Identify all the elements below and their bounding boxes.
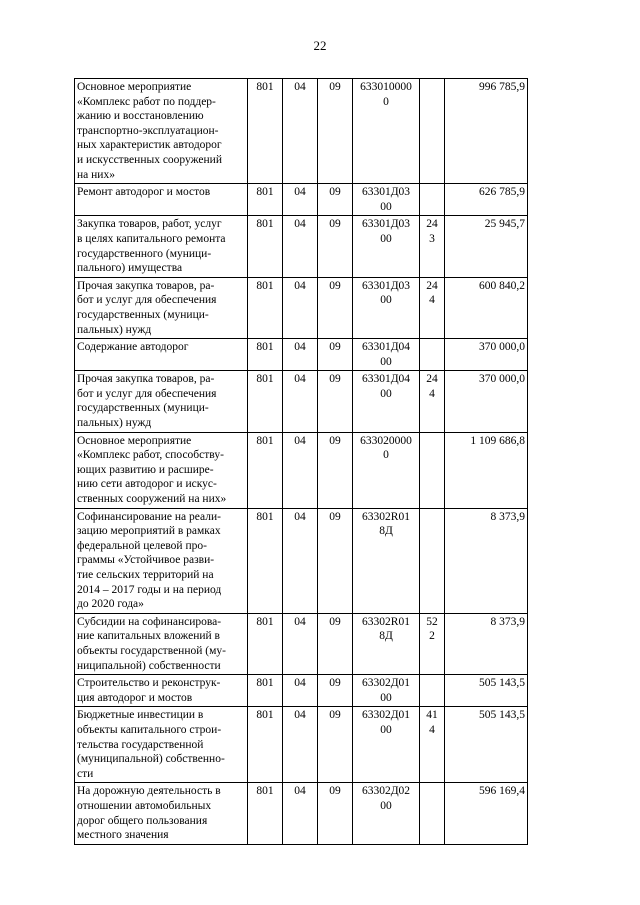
subsection-code-cell: 09	[318, 277, 353, 338]
section-code-cell: 04	[283, 277, 318, 338]
budget-table-body	[75, 79, 528, 845]
section-code-cell: 04	[283, 675, 318, 707]
subsection-code-cell: 09	[318, 508, 353, 613]
target-article-cell: 63301Д03 00	[353, 277, 420, 338]
expense-type-cell	[420, 675, 445, 707]
target-article-cell: 63301Д04 00	[353, 371, 420, 432]
amount-cell: 505 143,5	[445, 675, 528, 707]
grbs-code-cell: 801	[248, 613, 283, 674]
expense-name-cell: Основное мероприятие «Комплекс работ, способству- ющих развитию и расшире- нию сети автодорог и искус- ственных сооружений на них»	[75, 432, 248, 508]
expense-type-cell: 52 2	[420, 613, 445, 674]
target-article-cell: 633020000 0	[353, 432, 420, 508]
table-row	[75, 371, 528, 432]
section-code-cell: 04	[283, 371, 318, 432]
expense-type-cell	[420, 339, 445, 371]
expense-type-cell: 24 3	[420, 216, 445, 277]
subsection-code-cell: 09	[318, 184, 353, 216]
expense-type-cell: 24 4	[420, 371, 445, 432]
page-number: 22	[313, 38, 327, 53]
expense-type-cell	[420, 432, 445, 508]
grbs-code-cell: 801	[248, 216, 283, 277]
expense-name-cell: На дорожную деятельность в отношении автомобильных дорог общего пользования местного значения	[75, 783, 248, 844]
table-row	[75, 508, 528, 613]
table-row	[75, 707, 528, 783]
target-article-cell: 63302Д01 00	[353, 707, 420, 783]
section-code-cell: 04	[283, 508, 318, 613]
grbs-code-cell: 801	[248, 79, 283, 184]
amount-cell: 1 109 686,8	[445, 432, 528, 508]
expense-type-cell	[420, 79, 445, 184]
section-code-cell: 04	[283, 184, 318, 216]
budget-table	[74, 78, 528, 845]
section-code-cell: 04	[283, 216, 318, 277]
target-article-cell: 63302R01 8Д	[353, 508, 420, 613]
amount-cell: 370 000,0	[445, 371, 528, 432]
table-row	[75, 216, 528, 277]
amount-cell: 505 143,5	[445, 707, 528, 783]
target-article-cell: 63301Д03 00	[353, 184, 420, 216]
target-article-cell: 63302R01 8Д	[353, 613, 420, 674]
section-code-cell: 04	[283, 783, 318, 844]
table-row	[75, 339, 528, 371]
target-article-cell: 63302Д02 00	[353, 783, 420, 844]
table-row	[75, 675, 528, 707]
target-article-cell: 633010000 0	[353, 79, 420, 184]
subsection-code-cell: 09	[318, 613, 353, 674]
table-row	[75, 79, 528, 184]
section-code-cell: 04	[283, 432, 318, 508]
subsection-code-cell: 09	[318, 79, 353, 184]
grbs-code-cell: 801	[248, 339, 283, 371]
grbs-code-cell: 801	[248, 783, 283, 844]
subsection-code-cell: 09	[318, 432, 353, 508]
expense-name-cell: Основное мероприятие «Комплекс работ по поддер- жанию и восстановлению транспортно-эксплуатацион- ных характеристик автодорог и искусственных сооружений на них»	[75, 79, 248, 184]
table-row	[75, 613, 528, 674]
subsection-code-cell: 09	[318, 783, 353, 844]
grbs-code-cell: 801	[248, 707, 283, 783]
expense-type-cell: 24 4	[420, 277, 445, 338]
section-code-cell: 04	[283, 707, 318, 783]
expense-type-cell	[420, 184, 445, 216]
amount-cell: 25 945,7	[445, 216, 528, 277]
expense-name-cell: Прочая закупка товаров, ра- бот и услуг для обеспечения государственных (муници- пальных) нужд	[75, 371, 248, 432]
amount-cell: 996 785,9	[445, 79, 528, 184]
table-row	[75, 277, 528, 338]
table-row	[75, 184, 528, 216]
table-row	[75, 432, 528, 508]
amount-cell: 8 373,9	[445, 508, 528, 613]
subsection-code-cell: 09	[318, 371, 353, 432]
grbs-code-cell: 801	[248, 277, 283, 338]
grbs-code-cell: 801	[248, 432, 283, 508]
expense-name-cell: Ремонт автодорог и мостов	[75, 184, 248, 216]
grbs-code-cell: 801	[248, 371, 283, 432]
subsection-code-cell: 09	[318, 339, 353, 371]
amount-cell: 370 000,0	[445, 339, 528, 371]
amount-cell: 600 840,2	[445, 277, 528, 338]
section-code-cell: 04	[283, 339, 318, 371]
subsection-code-cell: 09	[318, 675, 353, 707]
expense-type-cell	[420, 508, 445, 613]
expense-name-cell: Софинансирование на реали- зацию мероприятий в рамках федеральной целевой про- граммы «Устойчивое разви- тие сельских территорий на 2014 – 2017 годы и на период до 2020 года»	[75, 508, 248, 613]
expense-type-cell	[420, 783, 445, 844]
section-code-cell: 04	[283, 613, 318, 674]
expense-type-cell: 41 4	[420, 707, 445, 783]
subsection-code-cell: 09	[318, 707, 353, 783]
expense-name-cell: Закупка товаров, работ, услуг в целях капитального ремонта государственного (муници- пального) имущества	[75, 216, 248, 277]
section-code-cell: 04	[283, 79, 318, 184]
expense-name-cell: Прочая закупка товаров, ра- бот и услуг для обеспечения государственных (муници- пальных) нужд	[75, 277, 248, 338]
target-article-cell: 63302Д01 00	[353, 675, 420, 707]
expense-name-cell: Субсидии на софинансирова- ние капитальных вложений в объекты государственной (му- ниципальной) собственности	[75, 613, 248, 674]
subsection-code-cell: 09	[318, 216, 353, 277]
grbs-code-cell: 801	[248, 508, 283, 613]
expense-name-cell: Строительство и реконструк- ция автодорог и мостов	[75, 675, 248, 707]
target-article-cell: 63301Д04 00	[353, 339, 420, 371]
grbs-code-cell: 801	[248, 675, 283, 707]
amount-cell: 626 785,9	[445, 184, 528, 216]
grbs-code-cell: 801	[248, 184, 283, 216]
target-article-cell: 63301Д03 00	[353, 216, 420, 277]
expense-name-cell: Бюджетные инвестиции в объекты капитального строи- тельства государственной (муниципальной) собственно- сти	[75, 707, 248, 783]
table-row	[75, 783, 528, 844]
amount-cell: 596 169,4	[445, 783, 528, 844]
expense-name-cell: Содержание автодорог	[75, 339, 248, 371]
amount-cell: 8 373,9	[445, 613, 528, 674]
